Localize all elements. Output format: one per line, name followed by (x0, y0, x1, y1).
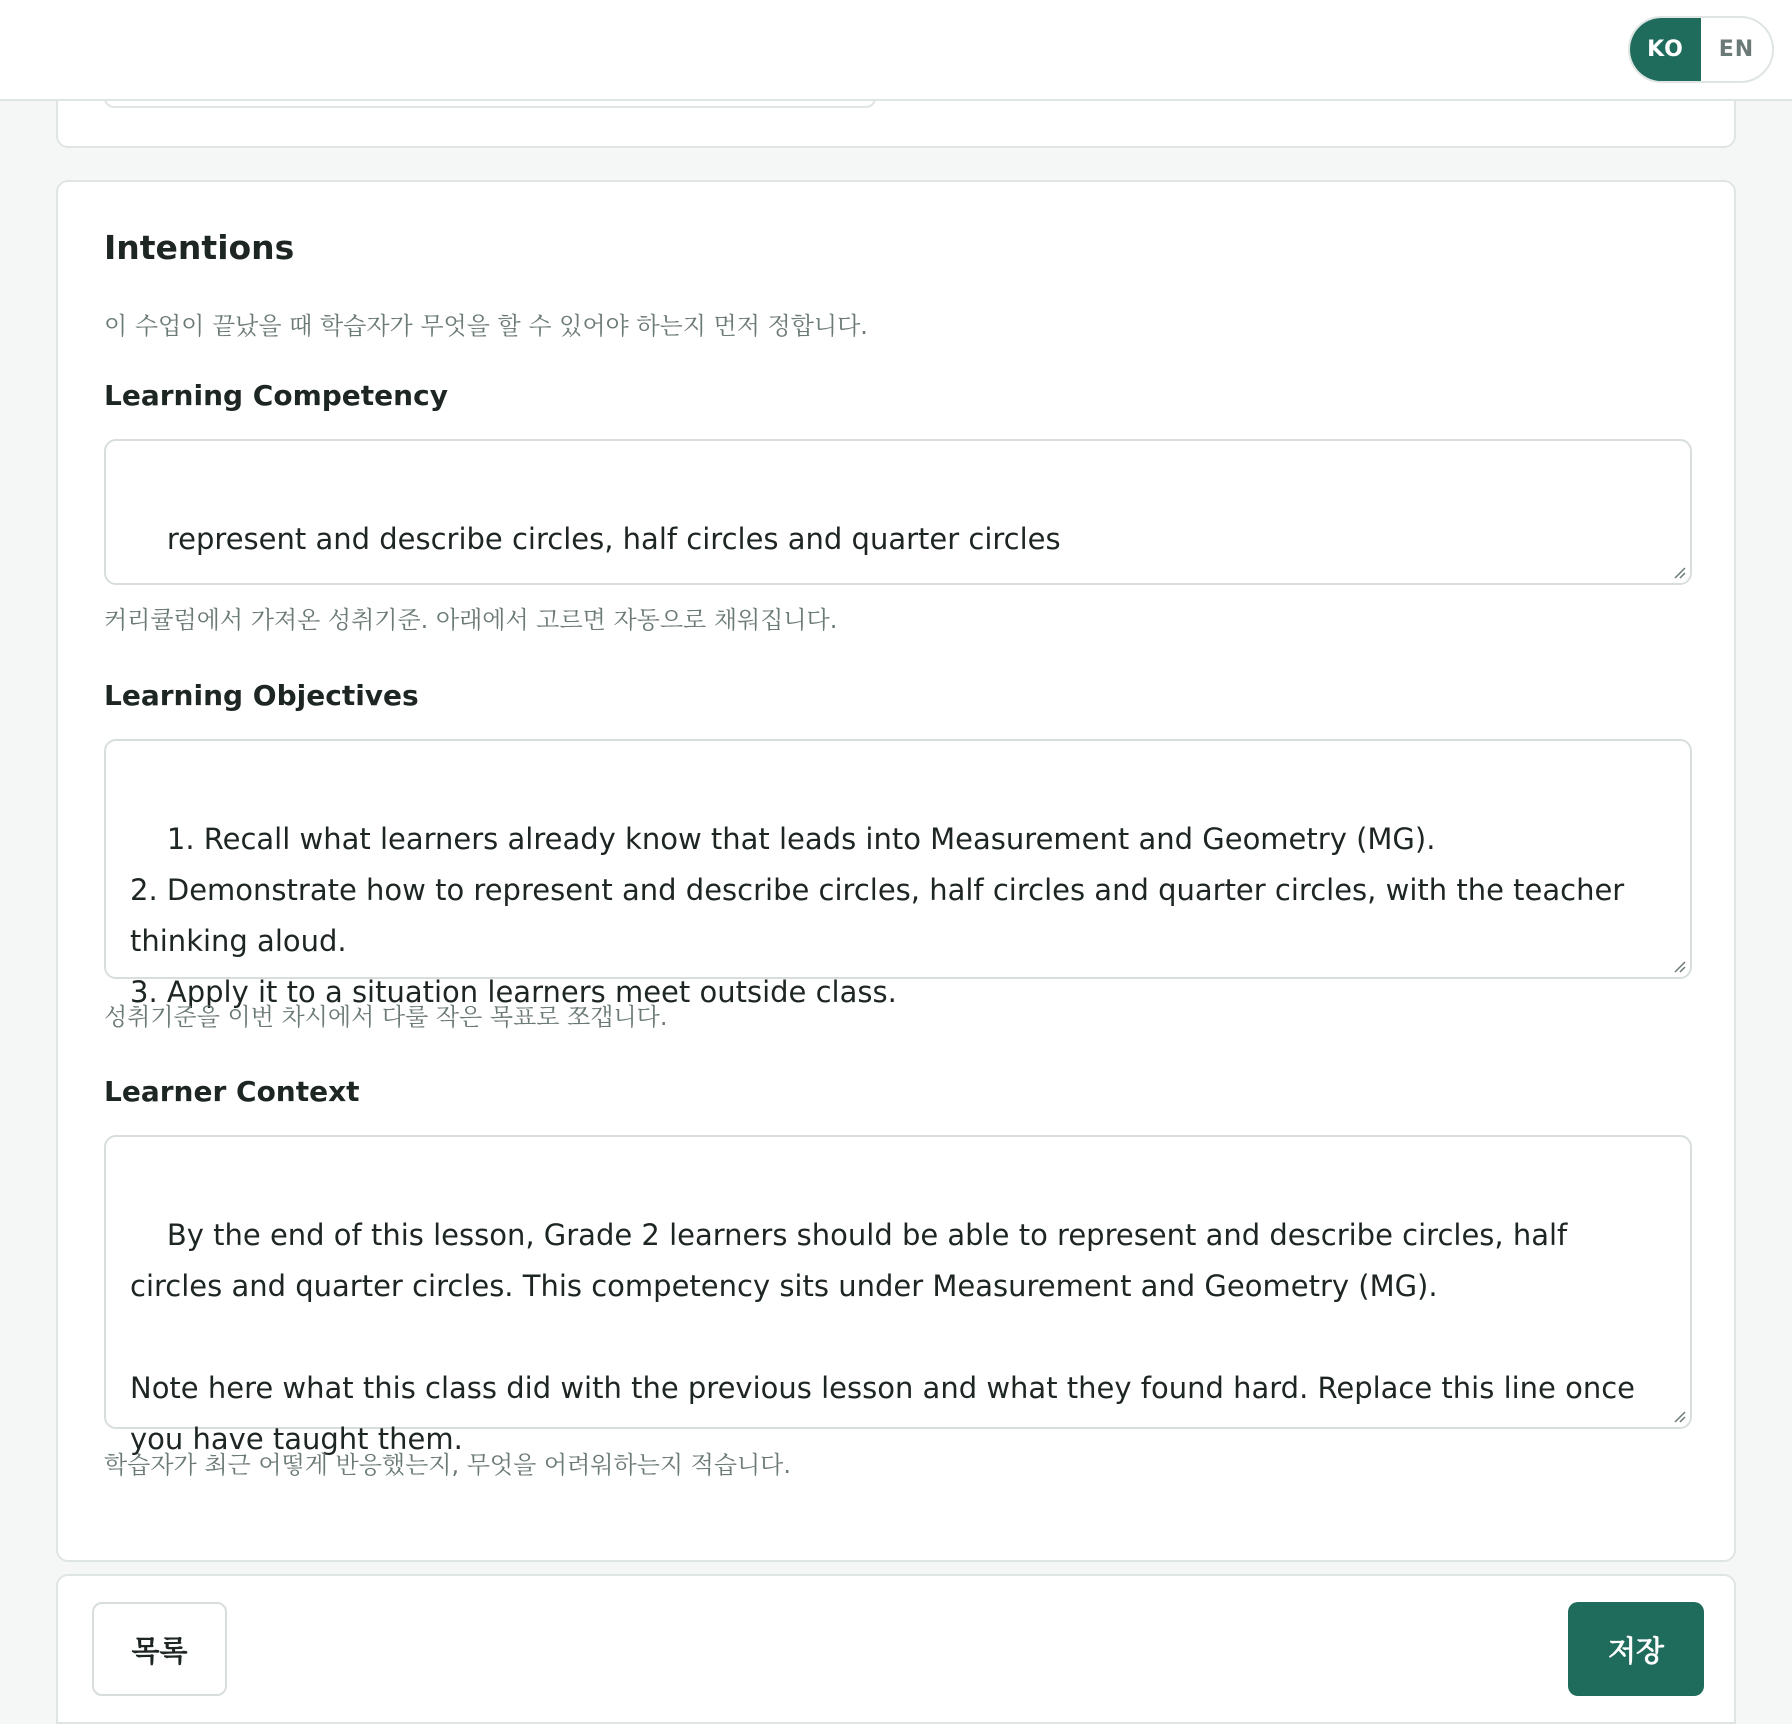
section-description: 이 수업이 끝났을 때 학습자가 무엇을 할 수 있어야 하는지 먼저 정합니다. (104, 312, 868, 340)
resize-handle-icon[interactable] (1670, 563, 1686, 579)
context-label: Learner Context (104, 1075, 360, 1108)
footer-action-bar (56, 1574, 1736, 1724)
lang-en-button[interactable]: EN (1718, 37, 1755, 62)
context-help: 학습자가 최근 어떻게 반응했는지, 무엇을 어려워하는지 적습니다. (104, 1451, 791, 1479)
section-title: Intentions (104, 228, 295, 267)
top-bar (0, 0, 1792, 101)
save-button[interactable]: 저장 (1568, 1602, 1704, 1696)
objectives-textarea[interactable] (104, 739, 1692, 1009)
competency-value: represent and describe circles, half circles and quarter circles (166, 522, 1061, 556)
resize-handle-icon[interactable] (1670, 1407, 1686, 1423)
language-toggle (1628, 16, 1774, 83)
objectives-value: 1. Recall what learners already know that leads into Measurement and Geometry (MG). 2. Demonstrate how to represent and describe circles, half circles and quarter circles, with the teacher thinking aloud. 3. Apply it to a situation learners meet outside class. (130, 822, 1625, 1009)
competency-label: Learning Competency (104, 379, 448, 412)
resize-handle-icon[interactable] (1670, 957, 1686, 973)
objectives-help: 성취기준을 이번 차시에서 다룰 작은 목표로 쪼갭니다. (104, 1003, 668, 1031)
lang-ko-button[interactable]: KO (1630, 18, 1701, 81)
competency-textarea[interactable] (104, 439, 1692, 585)
objectives-label: Learning Objectives (104, 679, 419, 712)
intentions-card (56, 180, 1736, 1562)
competency-help: 커리큘럼에서 가져온 성취기준. 아래에서 고르면 자동으로 채워집니다. (104, 606, 838, 634)
list-button[interactable]: 목록 (92, 1602, 227, 1696)
context-value: By the end of this lesson, Grade 2 learners should be able to represent and describe circles, half circles and quarter circles. This competency sits under Measurement and Geometry (MG). Note here what this class did with the previous lesson and what they found hard. Replace this line once you have taught them. (130, 1218, 1636, 1456)
context-textarea[interactable] (104, 1135, 1692, 1456)
